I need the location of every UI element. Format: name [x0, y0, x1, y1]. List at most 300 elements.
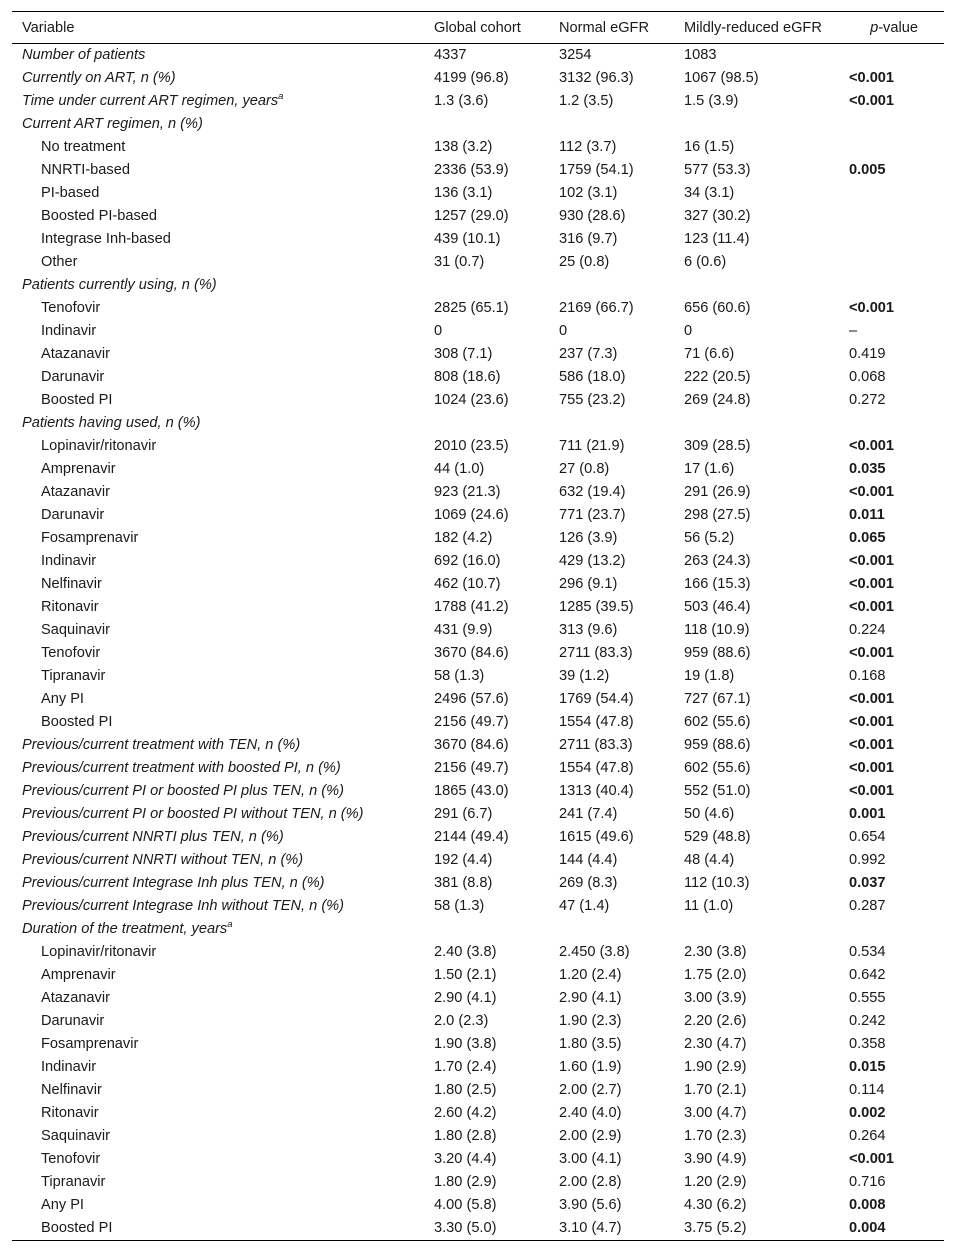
normal-egfr-cell: 3254 — [559, 47, 592, 64]
normal-egfr-cell: 1.2 (3.5) — [559, 93, 614, 109]
mildly-reduced-egfr-cell: 222 (20.5) — [684, 369, 751, 385]
p-value-cell: <0.001 — [849, 737, 895, 753]
global-cohort-cell: 1257 (29.0) — [434, 208, 509, 224]
label-text: Tenofovir — [41, 1151, 101, 1167]
p-value-cell: 0.011 — [849, 507, 885, 523]
mildly-reduced-egfr-cell: 552 (51.0) — [684, 783, 751, 799]
global-cohort-cell: 291 (6.7) — [434, 806, 493, 822]
table-row — [12, 642, 944, 665]
p-value-cell: <0.001 — [849, 1151, 895, 1167]
table-row — [12, 665, 944, 688]
mildly-reduced-egfr-cell: 309 (28.5) — [684, 438, 751, 454]
table-row — [12, 205, 944, 228]
p-value-cell: 0.992 — [849, 852, 886, 868]
table-row — [12, 44, 944, 67]
normal-egfr-cell: 755 (23.2) — [559, 392, 626, 408]
row-category-label — [12, 90, 424, 113]
mildly-reduced-egfr-cell: 3.00 (3.9) — [684, 990, 747, 1006]
header-p-letter: p — [870, 19, 879, 36]
table-row — [12, 711, 944, 734]
label-text: Darunavir — [41, 1013, 105, 1029]
normal-egfr-cell: 3132 (96.3) — [559, 70, 634, 86]
p-value-cell — [844, 205, 944, 228]
mildly-reduced-egfr-cell: 71 (6.6) — [684, 346, 735, 362]
label-text: Amprenavir — [41, 967, 116, 983]
table-row — [12, 228, 944, 251]
p-value-cell: 0.001 — [849, 806, 886, 822]
normal-egfr-cell: 144 (4.4) — [559, 852, 618, 868]
global-cohort-cell: 2144 (49.4) — [434, 829, 509, 845]
p-value-cell: 0.002 — [849, 1105, 886, 1121]
row-item-label — [12, 1148, 424, 1171]
label-text: Boosted PI — [41, 392, 113, 408]
table-row — [12, 550, 944, 573]
normal-egfr-cell: 112 (3.7) — [559, 139, 617, 155]
table-row — [12, 780, 944, 803]
global-cohort-cell — [424, 113, 549, 136]
label-text: Any PI — [41, 1197, 84, 1213]
mildly-reduced-egfr-cell: 2.30 (4.7) — [684, 1036, 747, 1052]
label-text: Tipranavir — [41, 668, 106, 684]
normal-egfr-cell: 2711 (83.3) — [559, 645, 633, 661]
normal-egfr-cell: 1.20 (2.4) — [559, 967, 622, 983]
normal-egfr-cell: 1759 (54.1) — [559, 162, 634, 178]
row-item-label — [12, 366, 424, 389]
p-value-cell: 0.555 — [849, 990, 886, 1006]
table-row — [12, 1033, 944, 1056]
mildly-reduced-egfr-cell: 3.75 (5.2) — [674, 1217, 844, 1241]
global-cohort-cell: 1.80 (2.8) — [434, 1128, 497, 1144]
label-text: Previous/current PI or boosted PI without TEN, n (%) — [22, 806, 364, 822]
label-text: Tenofovir — [41, 645, 101, 661]
p-value-cell: <0.001 — [849, 760, 895, 776]
mildly-reduced-egfr-cell: 11 (1.0) — [684, 898, 734, 914]
normal-egfr-cell: 2711 (83.3) — [559, 737, 633, 753]
global-cohort-cell: 2.40 (3.8) — [434, 944, 497, 960]
mildly-reduced-egfr-cell: 1.70 (2.3) — [684, 1128, 747, 1144]
label-text: No treatment — [41, 139, 126, 155]
row-category-label — [12, 274, 424, 297]
mildly-reduced-egfr-cell — [674, 113, 844, 136]
p-value-cell: 0.642 — [849, 967, 886, 983]
label-text: Fosamprenavir — [41, 530, 139, 546]
global-cohort-cell: 2010 (23.5) — [434, 438, 509, 454]
normal-egfr-cell — [549, 113, 674, 136]
mildly-reduced-egfr-cell: 166 (15.3) — [684, 576, 751, 592]
row-item-label — [12, 619, 424, 642]
p-value-cell: 0.008 — [849, 1197, 886, 1213]
normal-egfr-cell: 0 — [559, 323, 568, 339]
p-value-cell — [844, 113, 944, 136]
global-cohort-cell: 138 (3.2) — [434, 139, 493, 155]
global-cohort-cell: 44 (1.0) — [434, 461, 485, 477]
label-text: Time under current ART regimen, years — [22, 93, 279, 109]
row-item-label — [12, 136, 424, 159]
mildly-reduced-egfr-cell: 34 (3.1) — [684, 185, 735, 201]
label-text: Previous/current NNRTI plus TEN, n (%) — [22, 829, 284, 845]
p-value-cell: <0.001 — [849, 714, 895, 730]
mildly-reduced-egfr-cell: 6 (0.6) — [684, 254, 727, 270]
global-cohort-cell: 308 (7.1) — [434, 346, 493, 362]
row-item-label — [12, 688, 424, 711]
label-text: Atazanavir — [41, 346, 110, 362]
global-cohort-cell: 1.50 (2.1) — [434, 967, 497, 983]
mildly-reduced-egfr-cell: 1.90 (2.9) — [684, 1059, 747, 1075]
label-text: Saquinavir — [41, 622, 110, 638]
mildly-reduced-egfr-cell: 16 (1.5) — [684, 139, 735, 155]
p-value-cell — [844, 44, 944, 67]
label-text: Lopinavir/ritonavir — [41, 944, 157, 960]
table-row — [12, 90, 944, 113]
mildly-reduced-egfr-cell: 263 (24.3) — [684, 553, 751, 569]
table-row — [12, 1125, 944, 1148]
mildly-reduced-egfr-cell — [674, 412, 844, 435]
p-value-cell: 0.015 — [849, 1059, 886, 1075]
table-row — [12, 573, 944, 596]
normal-egfr-cell: 3.10 (4.7) — [549, 1217, 674, 1241]
row-item-label — [12, 1217, 424, 1241]
p-value-cell: 0.716 — [849, 1174, 886, 1190]
label-text: Indinavir — [41, 553, 97, 569]
table-row — [12, 1056, 944, 1079]
label-text: Boosted PI — [41, 714, 113, 730]
p-value-cell — [844, 274, 944, 297]
row-item-label — [12, 1079, 424, 1102]
label-text: Darunavir — [41, 369, 105, 385]
row-item-label — [12, 1010, 424, 1033]
global-cohort-cell: 1865 (43.0) — [434, 783, 509, 799]
normal-egfr-cell: 2.90 (4.1) — [559, 990, 622, 1006]
global-cohort-cell: 462 (10.7) — [434, 576, 501, 592]
row-item-label — [12, 1056, 424, 1079]
mildly-reduced-egfr-cell: 2.20 (2.6) — [684, 1013, 747, 1029]
mildly-reduced-egfr-cell: 1.75 (2.0) — [684, 967, 747, 983]
mildly-reduced-egfr-cell — [674, 918, 844, 941]
row-category-label — [12, 872, 424, 895]
mildly-reduced-egfr-cell: 1.70 (2.1) — [684, 1082, 747, 1098]
mildly-reduced-egfr-cell: 112 (10.3) — [684, 875, 750, 891]
mildly-reduced-egfr-cell: 291 (26.9) — [684, 484, 751, 500]
mildly-reduced-egfr-cell: 577 (53.3) — [684, 162, 751, 178]
table-row — [12, 504, 944, 527]
normal-egfr-cell: 2.00 (2.8) — [559, 1174, 622, 1190]
label-text: Previous/current NNRTI without TEN, n (%) — [22, 852, 304, 868]
mildly-reduced-egfr-cell: 56 (5.2) — [684, 530, 735, 546]
row-item-label — [12, 941, 424, 964]
normal-egfr-cell: 1554 (47.8) — [559, 714, 634, 730]
table-row — [12, 297, 944, 320]
normal-egfr-cell: 25 (0.8) — [559, 254, 610, 270]
row-item-label — [12, 1194, 424, 1217]
table-row — [12, 1194, 944, 1217]
row-item-label — [12, 642, 424, 665]
table-row — [12, 458, 944, 481]
label-text: Previous/current treatment with TEN, n (%) — [22, 737, 301, 753]
global-cohort-cell: 692 (16.0) — [434, 553, 501, 569]
label-text: Ritonavir — [41, 599, 99, 615]
row-item-label — [12, 504, 424, 527]
normal-egfr-cell: 296 (9.1) — [559, 576, 618, 592]
row-category-label — [12, 757, 424, 780]
normal-egfr-cell: 316 (9.7) — [559, 231, 618, 247]
label-text: Atazanavir — [41, 484, 110, 500]
p-value-cell: 0.035 — [849, 461, 886, 477]
table-row — [12, 1010, 944, 1033]
table-row — [12, 389, 944, 412]
row-category-label — [12, 826, 424, 849]
p-value-cell: 0.114 — [849, 1082, 885, 1098]
p-value-cell: 0.004 — [844, 1217, 944, 1241]
label-text: Other — [41, 254, 78, 270]
mildly-reduced-egfr-cell: 17 (1.6) — [684, 461, 735, 477]
label-text: Previous/current treatment with boosted PI, n (%) — [22, 760, 341, 776]
global-cohort-cell: 4199 (96.8) — [434, 70, 509, 86]
mildly-reduced-egfr-cell: 1.20 (2.9) — [684, 1174, 747, 1190]
row-item-label — [12, 1033, 424, 1056]
p-value-cell — [844, 412, 944, 435]
normal-egfr-cell: 586 (18.0) — [559, 369, 626, 385]
label-text: Patients having used, n (%) — [22, 415, 201, 431]
normal-egfr-cell: 237 (7.3) — [559, 346, 618, 362]
normal-egfr-cell: 269 (8.3) — [559, 875, 618, 891]
global-cohort-cell: 381 (8.8) — [434, 875, 493, 891]
header-mildly-reduced-egfr: Mildly-reduced eGFR — [674, 12, 844, 44]
normal-egfr-cell: 126 (3.9) — [559, 530, 618, 546]
global-cohort-cell: 3.20 (4.4) — [434, 1151, 497, 1167]
normal-egfr-cell: 2.40 (4.0) — [559, 1105, 622, 1121]
mildly-reduced-egfr-cell: 19 (1.8) — [684, 668, 735, 684]
label-text: Any PI — [41, 691, 84, 707]
header-normal-egfr: Normal eGFR — [549, 12, 674, 44]
table-row — [12, 527, 944, 550]
global-cohort-cell: 3.30 (5.0) — [424, 1217, 549, 1241]
p-value-cell: <0.001 — [849, 70, 895, 86]
header-p-value — [844, 12, 944, 44]
p-value-cell: <0.001 — [849, 484, 895, 500]
normal-egfr-cell: 241 (7.4) — [559, 806, 618, 822]
row-item-label — [12, 343, 424, 366]
label-text: Nelfinavir — [41, 576, 102, 592]
p-value-cell: 0.264 — [849, 1128, 886, 1144]
mildly-reduced-egfr-cell: 298 (27.5) — [684, 507, 751, 523]
label-text: Integrase Inh-based — [41, 231, 171, 247]
normal-egfr-cell: 3.90 (5.6) — [559, 1197, 622, 1213]
normal-egfr-cell: 27 (0.8) — [559, 461, 610, 477]
p-value-cell: 0.005 — [849, 162, 886, 178]
normal-egfr-cell: 1.80 (3.5) — [559, 1036, 622, 1052]
p-value-cell: 0.272 — [849, 392, 886, 408]
label-text: Ritonavir — [41, 1105, 99, 1121]
row-category-label — [12, 734, 424, 757]
label-text: Current ART regimen, n (%) — [22, 116, 203, 132]
table-row — [12, 435, 944, 458]
global-cohort-cell: 2156 (49.7) — [434, 714, 509, 730]
mildly-reduced-egfr-cell: 959 (88.6) — [684, 737, 751, 753]
p-value-cell: 0.068 — [849, 369, 886, 385]
p-value-cell: <0.001 — [849, 599, 895, 615]
p-value-cell: 0.534 — [849, 944, 886, 960]
mildly-reduced-egfr-cell: 3.00 (4.7) — [684, 1105, 747, 1121]
row-item-label — [12, 182, 424, 205]
normal-egfr-cell: 2.450 (3.8) — [559, 944, 630, 960]
normal-egfr-cell: 2.00 (2.7) — [559, 1082, 622, 1098]
row-item-label — [12, 251, 424, 274]
row-category-label — [12, 44, 424, 67]
mildly-reduced-egfr-cell: 269 (24.8) — [684, 392, 751, 408]
global-cohort-cell: 1.80 (2.9) — [434, 1174, 497, 1190]
p-value-cell — [844, 918, 944, 941]
table-row — [12, 826, 944, 849]
table-row — [12, 113, 944, 136]
normal-egfr-cell: 1.60 (1.9) — [559, 1059, 622, 1075]
table-row — [12, 987, 944, 1010]
label-text: Number of patients — [22, 47, 146, 64]
normal-egfr-cell: 3.00 (4.1) — [559, 1151, 622, 1167]
row-item-label — [12, 159, 424, 182]
table-row — [12, 1102, 944, 1125]
normal-egfr-cell: 1554 (47.8) — [559, 760, 634, 776]
mildly-reduced-egfr-cell: 1.5 (3.9) — [684, 93, 739, 109]
table-row — [12, 320, 944, 343]
table-row — [12, 918, 944, 941]
row-item-label — [12, 320, 424, 343]
table-row — [12, 964, 944, 987]
mildly-reduced-egfr-cell — [674, 274, 844, 297]
global-cohort-cell: 0 — [434, 323, 443, 339]
p-value-cell: 0.419 — [849, 346, 886, 362]
mildly-reduced-egfr-cell: 1067 (98.5) — [684, 70, 759, 86]
table-row — [12, 803, 944, 826]
table-row — [12, 67, 944, 90]
global-cohort-cell: 1024 (23.6) — [434, 392, 509, 408]
header-p-suffix: -value — [878, 19, 918, 36]
global-cohort-cell: 1069 (24.6) — [434, 507, 509, 523]
table-row — [12, 1217, 944, 1241]
mildly-reduced-egfr-cell: 529 (48.8) — [684, 829, 751, 845]
normal-egfr-cell: 1615 (49.6) — [559, 829, 634, 845]
normal-egfr-cell: 39 (1.2) — [559, 668, 610, 684]
mildly-reduced-egfr-cell: 0 — [684, 323, 693, 339]
table-row — [12, 872, 944, 895]
row-item-label — [12, 1102, 424, 1125]
label-text: Previous/current PI or boosted PI plus TEN, n (%) — [22, 783, 345, 799]
p-value-cell: 0.224 — [849, 622, 886, 638]
normal-egfr-cell: 102 (3.1) — [559, 185, 618, 201]
normal-egfr-cell: 429 (13.2) — [559, 553, 626, 569]
table-row — [12, 136, 944, 159]
global-cohort-cell — [424, 412, 549, 435]
label-text: Patients currently using, n (%) — [22, 277, 217, 293]
normal-egfr-cell: 930 (28.6) — [559, 208, 626, 224]
table-row — [12, 688, 944, 711]
label-text: Fosamprenavir — [41, 1036, 139, 1052]
global-cohort-cell: 182 (4.2) — [434, 530, 493, 546]
p-value-cell: <0.001 — [849, 300, 895, 316]
mildly-reduced-egfr-cell: 123 (11.4) — [684, 231, 750, 247]
table-row — [12, 757, 944, 780]
global-cohort-cell: 1.90 (3.8) — [434, 1036, 497, 1052]
row-item-label — [12, 435, 424, 458]
label-text: Currently on ART, n (%) — [22, 70, 176, 86]
row-item-label — [12, 205, 424, 228]
label-text: Amprenavir — [41, 461, 116, 477]
row-item-label — [12, 527, 424, 550]
global-cohort-cell: 2336 (53.9) — [434, 162, 509, 178]
label-text: Tipranavir — [41, 1174, 106, 1190]
mildly-reduced-egfr-cell: 4.30 (6.2) — [684, 1197, 747, 1213]
mildly-reduced-egfr-cell: 959 (88.6) — [684, 645, 751, 661]
p-value-cell: <0.001 — [849, 783, 895, 799]
row-item-label — [12, 228, 424, 251]
row-item-label — [12, 711, 424, 734]
table-row — [12, 1148, 944, 1171]
p-value-cell: 0.287 — [849, 898, 886, 914]
global-cohort-cell: 1.70 (2.4) — [434, 1059, 497, 1075]
table-row — [12, 251, 944, 274]
global-cohort-cell: 31 (0.7) — [434, 254, 485, 270]
mildly-reduced-egfr-cell: 602 (55.6) — [684, 714, 751, 730]
normal-egfr-cell — [549, 412, 674, 435]
global-cohort-cell: 439 (10.1) — [434, 231, 501, 247]
row-item-label — [12, 389, 424, 412]
table-row — [12, 619, 944, 642]
label-text: Indinavir — [41, 323, 97, 339]
data-table — [12, 11, 944, 1241]
normal-egfr-cell: 2169 (66.7) — [559, 300, 634, 316]
mildly-reduced-egfr-cell: 50 (4.6) — [684, 806, 735, 822]
label-text: Tenofovir — [41, 300, 101, 316]
row-category-label — [12, 803, 424, 826]
table-row — [12, 274, 944, 297]
table-row — [12, 941, 944, 964]
normal-egfr-cell: 771 (23.7) — [559, 507, 626, 523]
global-cohort-cell: 2.90 (4.1) — [434, 990, 497, 1006]
label-text: Previous/current Integrase Inh plus TEN, n (%) — [22, 875, 325, 891]
table-row — [12, 343, 944, 366]
table-row — [12, 412, 944, 435]
table-row — [12, 481, 944, 504]
p-value-cell: – — [849, 323, 858, 339]
normal-egfr-cell — [549, 918, 674, 941]
row-item-label — [12, 550, 424, 573]
row-item-label — [12, 458, 424, 481]
table-row — [12, 1171, 944, 1194]
p-value-cell: <0.001 — [849, 691, 895, 707]
mildly-reduced-egfr-cell: 1083 — [684, 47, 717, 64]
label-text: NNRTI-based — [41, 162, 130, 178]
header-global-cohort: Global cohort — [424, 12, 549, 44]
global-cohort-cell: 1.3 (3.6) — [434, 93, 489, 109]
p-value-cell — [844, 136, 944, 159]
label-text: Lopinavir/ritonavir — [41, 438, 157, 454]
table-row — [12, 366, 944, 389]
table-row — [12, 596, 944, 619]
table-body — [12, 44, 944, 1241]
global-cohort-cell: 3670 (84.6) — [434, 645, 509, 661]
normal-egfr-cell: 1769 (54.4) — [559, 691, 634, 707]
row-item-label — [12, 1125, 424, 1148]
header-row — [12, 12, 944, 44]
global-cohort-cell: 1.80 (2.5) — [434, 1082, 497, 1098]
table-row — [12, 159, 944, 182]
table-row — [12, 1079, 944, 1102]
label-text: Nelfinavir — [41, 1082, 102, 1098]
normal-egfr-cell: 1313 (40.4) — [559, 783, 634, 799]
normal-egfr-cell: 632 (19.4) — [559, 484, 626, 500]
table-row — [12, 895, 944, 918]
global-cohort-cell: 1788 (41.2) — [434, 599, 509, 615]
normal-egfr-cell: 2.00 (2.9) — [559, 1128, 622, 1144]
